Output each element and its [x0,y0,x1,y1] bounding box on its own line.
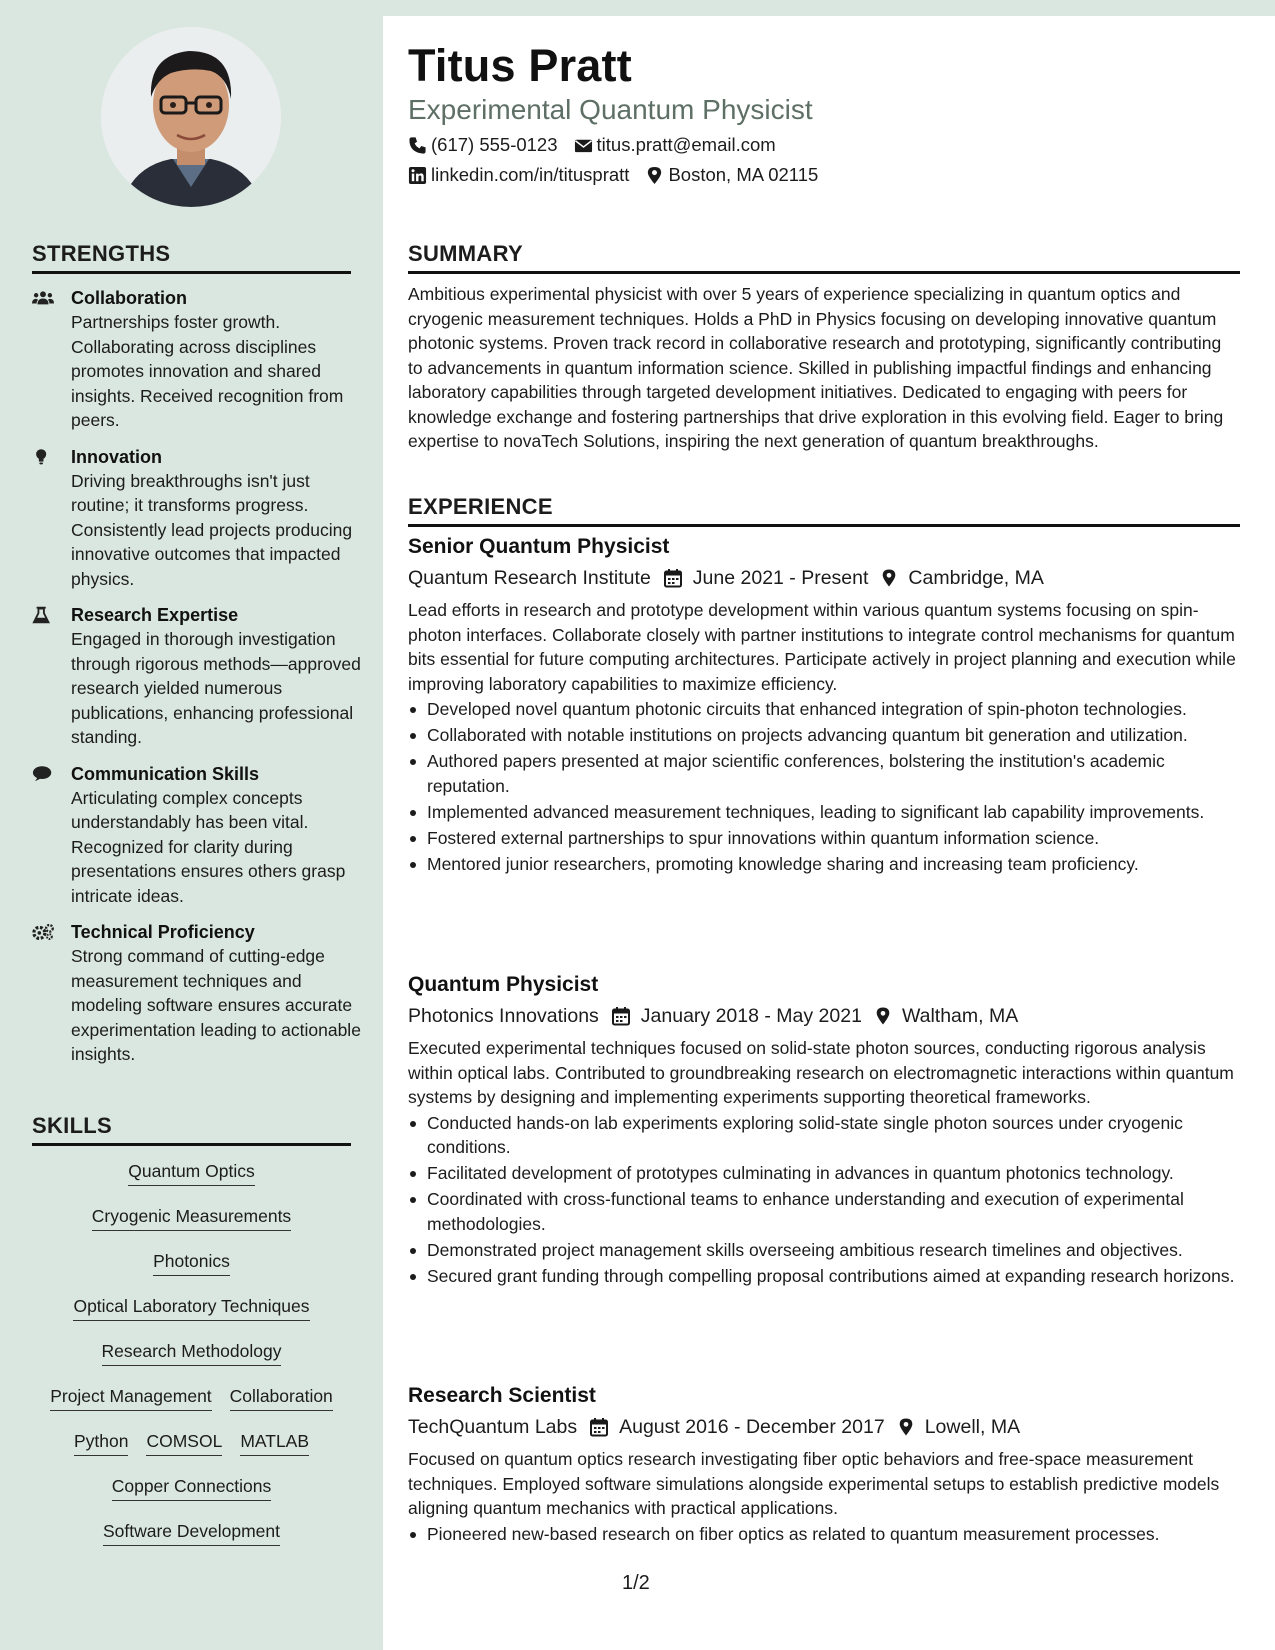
email-contact[interactable] [574,134,776,156]
skill-tag: Optical Laboratory Techniques [73,1295,309,1321]
profile-photo [101,27,281,207]
skill-tag: Photonics [153,1250,230,1276]
skill-tag: Copper Connections [112,1475,272,1501]
strength-title: Collaboration [71,288,187,308]
phone-text: (617) 555-0123 [431,134,558,155]
skill-tag: MATLAB [240,1430,309,1456]
job-meta [408,561,1240,595]
candidate-name: Titus Pratt [408,40,632,91]
strengths-heading: STRENGTHS [32,241,351,274]
job-role: Research Scientist [408,1384,596,1407]
location-contact [645,164,818,186]
strength-description: Articulating complex concepts understandably has been vital. Recognized for clarity during presentations ensures others grasp intricate ideas. [71,787,346,906]
linkedin-contact[interactable] [408,164,629,186]
map-pin-icon [897,1417,915,1437]
strength-item [32,920,362,1067]
flask-icon [32,603,71,750]
contact-row-2 [408,164,834,186]
skills-list [32,1160,351,1565]
job-dates: January 2018 - May 2021 [640,1004,862,1027]
job-bullet: Mentored junior researchers, promoting knowledge sharing and increasing team proficiency. [408,852,1240,877]
strength-title: Research Expertise [71,605,239,625]
skill-tag: Python [74,1430,128,1456]
job-entry [408,1382,1240,1548]
location-text: Boston, MA 02115 [668,164,819,185]
job-bullet: Conducted hands-on lab experiments exploring solid-state single photon sources under cryogenic conditions. [408,1111,1240,1160]
job-dates: June 2021 - Present [692,566,869,589]
candidate-title: Experimental Quantum Physicist [408,94,813,125]
job-description: Lead efforts in research and prototype development within various quantum systems focusing on spin-photon interfaces. Collaborate closely with partner institutions to integrate control mechanisms for quantum bits essential for future computing architectures. Participate actively in project planning and execution while improving laboratory capabilities to maximize efficiency. [408,600,1236,694]
job-bullet: Authored papers presented at major scientific conferences, bolstering the institution's academic reputation. [408,749,1240,798]
contact-row-1 [408,134,792,156]
gears-icon [32,920,71,1067]
strength-item [32,603,362,750]
email-text: titus.pratt@email.com [596,134,776,155]
job-dates: August 2016 - December 2017 [619,1415,885,1438]
skill-tag: Collaboration [230,1385,333,1411]
strength-description: Engaged in thorough investigation through rigorous methods—approved research yielded numerous publications, enhancing professional standing. [71,629,361,747]
job-bullet: Demonstrated project management skills overseeing ambitious research timelines and objectives. [408,1238,1240,1263]
job-bullets [408,1522,1240,1547]
speech-bubble-icon [32,762,71,909]
strength-description: Strong command of cutting-edge measurement techniques and modeling software ensures accurate experimentation leading to actionable insights. [71,946,361,1064]
envelope-icon [574,136,593,155]
job-company: Quantum Research Institute [408,566,651,589]
job-company: TechQuantum Labs [408,1415,578,1438]
skill-tag: Cryogenic Measurements [92,1205,291,1231]
phone-icon [408,136,427,155]
skills-heading: SKILLS [32,1113,351,1146]
job-description: Executed experimental techniques focused on solid-state photon sources, conducting rigorous analysis within optical labs. Contributed to groundbreaking research on electromagnetic interactions within quantum systems by designing and implementing experiments supporting theoretical frameworks. [408,1038,1234,1107]
job-bullet: Pioneered new-based research on fiber optics as related to quantum measurement processes. [408,1522,1240,1547]
strengths-list [32,286,362,1079]
skill-tag: Project Management [50,1385,211,1411]
linkedin-text: linkedin.com/in/tituspratt [431,164,630,185]
calendar-icon [611,1006,631,1026]
job-entry [408,971,1240,1290]
job-bullet: Fostered external partnerships to spur innovations within quantum information science. [408,826,1240,851]
job-bullets [408,697,1240,876]
job-bullets [408,1111,1240,1289]
strength-title: Innovation [71,446,162,467]
job-role: Quantum Physicist [408,973,599,996]
job-bullet: Developed novel quantum photonic circuits that enhanced integration of spin-photon technologies. [408,697,1240,722]
job-description: Focused on quantum optics research investigating fiber optic behaviors and free-space measurement techniques. Employed software simulations alongside experimental setups to establish predictive models aligning quantum mechanics with practical applications. [408,1449,1220,1518]
strength-title: Technical Proficiency [71,922,255,942]
map-pin-icon [645,166,664,185]
strength-item [32,445,362,592]
experience-heading: EXPERIENCE [408,494,1240,527]
job-location: Waltham, MA [901,1004,1019,1027]
linkedin-icon [408,166,427,185]
job-meta [408,999,1240,1033]
phone-contact [408,134,558,156]
job-meta [408,1410,1240,1444]
skill-tag: Research Methodology [102,1340,282,1366]
skill-tag: COMSOL [146,1430,222,1456]
job-entry [408,533,1240,878]
job-company: Photonics Innovations [408,1004,599,1027]
job-bullet: Coordinated with cross-functional teams to enhance understanding and execution of experimental methodologies. [408,1187,1240,1236]
job-location: Cambridge, MA [908,566,1044,589]
users-icon [32,286,71,433]
map-pin-icon [880,568,898,588]
calendar-icon [663,568,683,588]
page-number: 1/2 [622,1572,650,1594]
header-accent-strip [383,0,1275,16]
strength-item [32,762,362,909]
strength-item [32,286,362,433]
lightbulb-icon [32,445,71,592]
summary-text: Ambitious experimental physicist with over 5 years of experience specializing in quantum optics and cryogenic measurement techniques. Holds a PhD in Physics focusing on developing innovative quantum photonic systems. Proven track record in collaborative research and prototyping, significantly contributing to advancements in quantum information science. Skilled in publishing impactful findings and enhancing laboratory capabilities through targeted development initiatives. Dedicated to engaging with peers for knowledge exchange and fostering partnerships that drive exploration in this evolving field. Eager to bring expertise to novaTech Solutions, inspiring the next generation of quantum breakthroughs. [408,284,1224,451]
job-location: Lowell, MA [924,1415,1021,1438]
strength-description: Driving breakthroughs isn't just routine; it transforms progress. Consistently lead projects producing innovative outcomes that impacted physics. [71,470,353,589]
job-bullet: Implemented advanced measurement techniques, leading to significant lab capability improvements. [408,800,1240,825]
job-role: Senior Quantum Physicist [408,535,670,558]
job-bullet: Secured grant funding through compelling proposal contributions aimed at expanding research horizons. [408,1264,1240,1289]
job-bullet: Collaborated with notable institutions on projects advancing quantum bit generation and utilization. [408,723,1240,748]
skill-tag: Quantum Optics [128,1160,254,1186]
calendar-icon [589,1417,609,1437]
strength-description: Partnerships foster growth. Collaborating across disciplines promotes innovation and shared insights. Received recognition from peers. [71,312,344,430]
job-bullet: Facilitated development of prototypes culminating in advances in quantum photonics technology. [408,1161,1240,1186]
strength-title: Communication Skills [71,763,260,784]
skill-tag: Software Development [103,1520,280,1546]
summary-heading: SUMMARY [408,241,1240,274]
map-pin-icon [874,1006,892,1026]
